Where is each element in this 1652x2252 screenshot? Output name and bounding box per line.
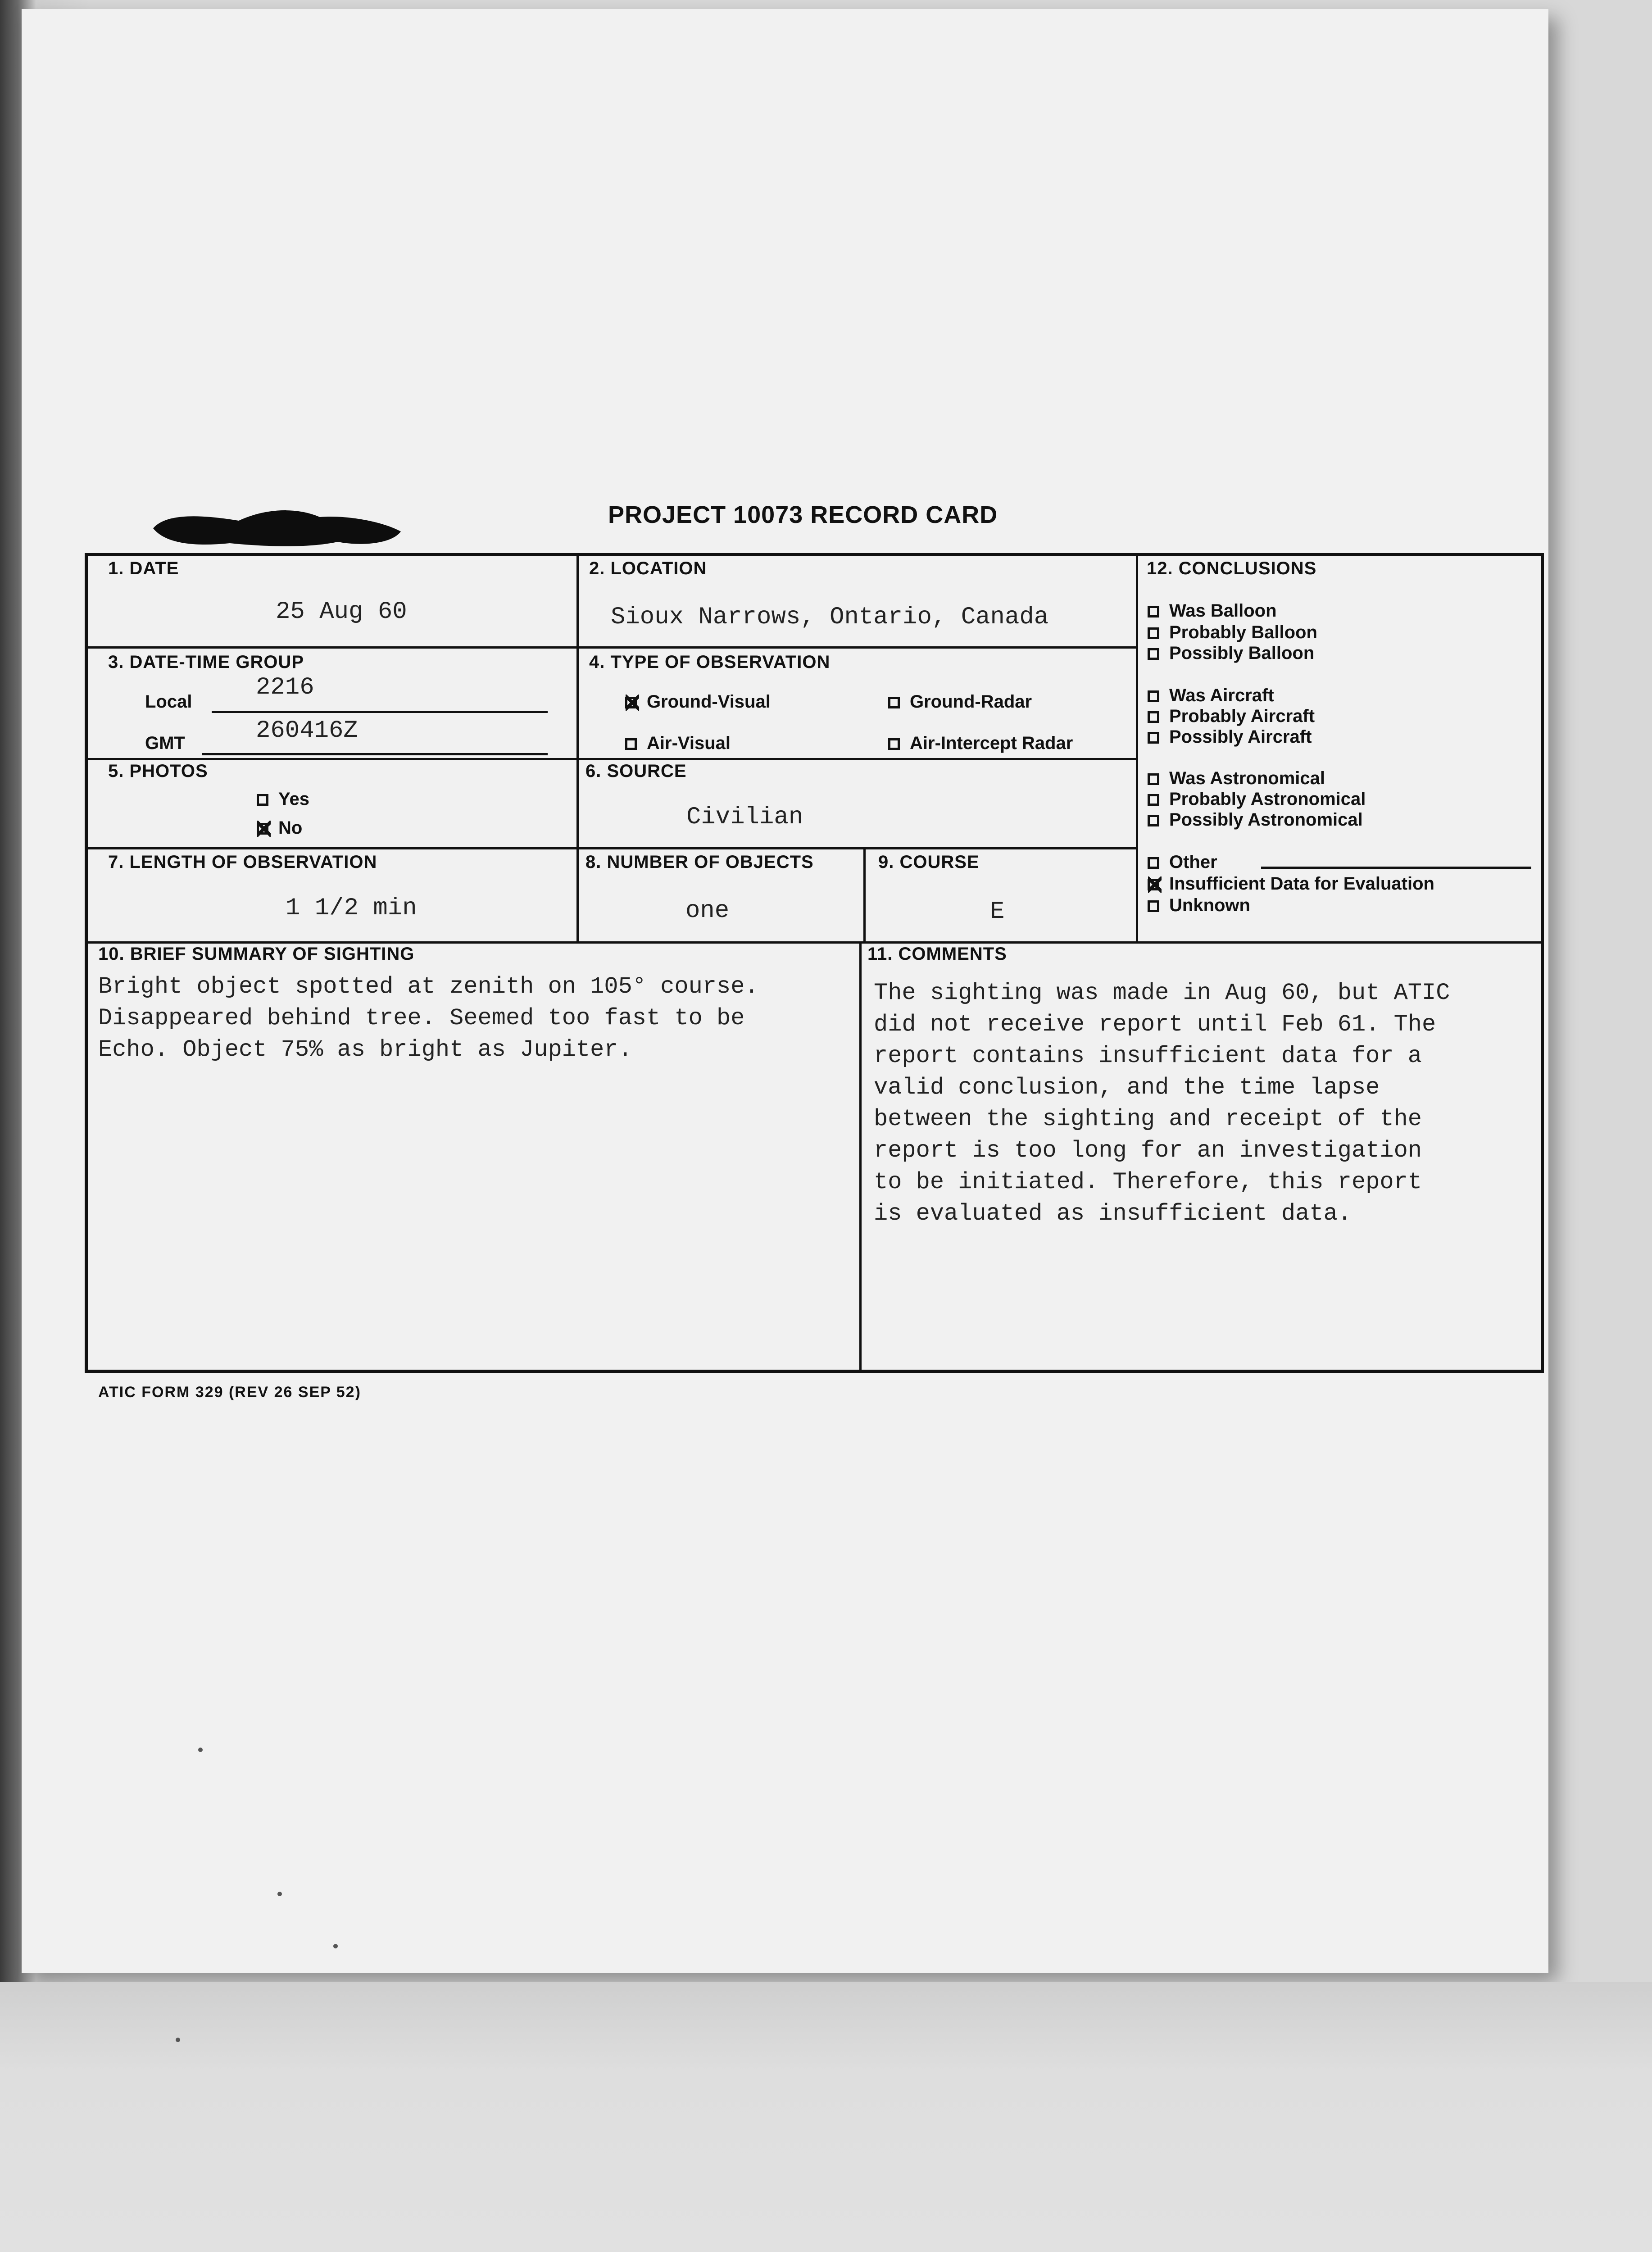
summary-line: Bright object spotted at zenith on 105° course. <box>98 973 759 1000</box>
checkbox-icon <box>1148 900 1159 912</box>
summary-line: Echo. Object 75% as bright as Jupiter. <box>98 1036 632 1063</box>
date-label: 1. DATE <box>108 558 179 578</box>
checkbox-icon <box>888 697 900 708</box>
option-ground-visual[interactable]: Ground-Visual <box>625 692 771 712</box>
gmt-underline <box>202 753 548 755</box>
option-ground-radar[interactable]: Ground-Radar <box>888 692 1032 712</box>
photos-label: 5. PHOTOS <box>108 761 208 781</box>
type-of-observation-label: 4. TYPE OF OBSERVATION <box>589 652 831 672</box>
conclusion-unknown[interactable]: Unknown <box>1148 895 1250 916</box>
brief-summary-text <box>98 971 759 1066</box>
comment-line: report is too long for an investigation <box>874 1137 1422 1164</box>
film-speck <box>198 1748 203 1752</box>
course-value: E <box>990 898 1005 926</box>
summary-line: Disappeared behind tree. Seemed too fast to be <box>98 1005 745 1031</box>
option-photos-yes[interactable]: Yes <box>257 789 309 809</box>
option-air-visual[interactable]: Air-Visual <box>625 733 731 754</box>
length-of-observation-label: 7. LENGTH OF OBSERVATION <box>108 852 377 872</box>
conclusion-probably-astronomical[interactable]: Probably Astronomical <box>1148 789 1366 809</box>
film-speck <box>277 1892 282 1896</box>
comments-label: 11. COMMENTS <box>867 944 1007 964</box>
conclusion-possibly-astronomical[interactable]: Possibly Astronomical <box>1148 810 1363 830</box>
checkbox-icon <box>625 697 637 708</box>
checkbox-icon <box>1148 690 1159 702</box>
comment-line: did not receive report until Feb 61. The <box>874 1011 1436 1038</box>
conclusion-probably-aircraft[interactable]: Probably Aircraft <box>1148 706 1315 726</box>
checkbox-icon <box>1148 648 1159 660</box>
number-of-objects-value: one <box>685 897 730 925</box>
comment-line: The sighting was made in Aug 60, but ATIC <box>874 980 1450 1006</box>
comment-line: between the sighting and receipt of the <box>874 1106 1422 1132</box>
conclusion-possibly-balloon[interactable]: Possibly Balloon <box>1148 643 1314 663</box>
checkbox-icon <box>1148 879 1159 890</box>
number-of-objects-label: 8. NUMBER OF OBJECTS <box>585 852 814 872</box>
comment-line: is evaluated as insufficient data. <box>874 1200 1352 1227</box>
conclusion-other[interactable]: Other <box>1148 852 1217 872</box>
option-photos-no[interactable]: No <box>257 818 302 838</box>
date-time-group-label: 3. DATE-TIME GROUP <box>108 652 304 672</box>
conclusions-label: 12. CONCLUSIONS <box>1147 558 1317 578</box>
local-time-underline <box>212 711 548 713</box>
conclusion-insufficient-data[interactable]: Insufficient Data for Evaluation <box>1148 874 1434 894</box>
conclusion-possibly-aircraft[interactable]: Possibly Aircraft <box>1148 727 1312 747</box>
local-time-label: Local <box>145 692 192 712</box>
conclusion-was-balloon[interactable]: Was Balloon <box>1148 601 1277 621</box>
conclusion-probably-balloon[interactable]: Probably Balloon <box>1148 622 1317 643</box>
checkbox-icon <box>1148 773 1159 785</box>
conclusion-was-aircraft[interactable]: Was Aircraft <box>1148 686 1274 706</box>
date-value: 25 Aug 60 <box>276 598 407 626</box>
checkbox-icon <box>1148 711 1159 723</box>
brief-summary-label: 10. BRIEF SUMMARY OF SIGHTING <box>98 944 415 964</box>
other-underline <box>1261 867 1531 869</box>
course-label: 9. COURSE <box>878 852 980 872</box>
checkbox-icon <box>257 823 268 835</box>
comments-text <box>874 977 1450 1230</box>
redaction-mark <box>149 504 405 553</box>
source-label: 6. SOURCE <box>585 761 687 781</box>
checkbox-icon <box>625 738 637 750</box>
length-of-observation-value: 1 1/2 min <box>286 894 417 922</box>
location-value: Sioux Narrows, Ontario, Canada <box>611 604 1049 631</box>
option-air-intercept-radar[interactable]: Air-Intercept Radar <box>888 733 1073 754</box>
location-label: 2. LOCATION <box>589 558 707 578</box>
gmt-label: GMT <box>145 733 185 753</box>
film-speck <box>333 1944 338 1948</box>
local-time-value: 2216 <box>256 674 314 701</box>
checkbox-icon <box>1148 857 1159 869</box>
source-value: Civilian <box>686 804 803 831</box>
checkbox-icon <box>888 738 900 750</box>
lower-film-area <box>0 1982 1652 2252</box>
checkbox-icon <box>257 794 268 806</box>
gmt-value: 260416Z <box>256 717 358 745</box>
comment-line: to be initiated. Therefore, this report <box>874 1169 1422 1195</box>
checkbox-icon <box>1148 815 1159 826</box>
film-speck <box>176 2038 180 2042</box>
comment-line: report contains insufficient data for a <box>874 1043 1422 1069</box>
checkbox-icon <box>1148 627 1159 639</box>
checkbox-icon <box>1148 794 1159 806</box>
form-footer: ATIC FORM 329 (REV 26 SEP 52) <box>98 1384 361 1401</box>
checkbox-icon <box>1148 606 1159 617</box>
card-title: PROJECT 10073 RECORD CARD <box>608 501 998 528</box>
comment-line: valid conclusion, and the time lapse <box>874 1074 1380 1101</box>
conclusion-was-astronomical[interactable]: Was Astronomical <box>1148 768 1325 789</box>
checkbox-icon <box>1148 732 1159 744</box>
